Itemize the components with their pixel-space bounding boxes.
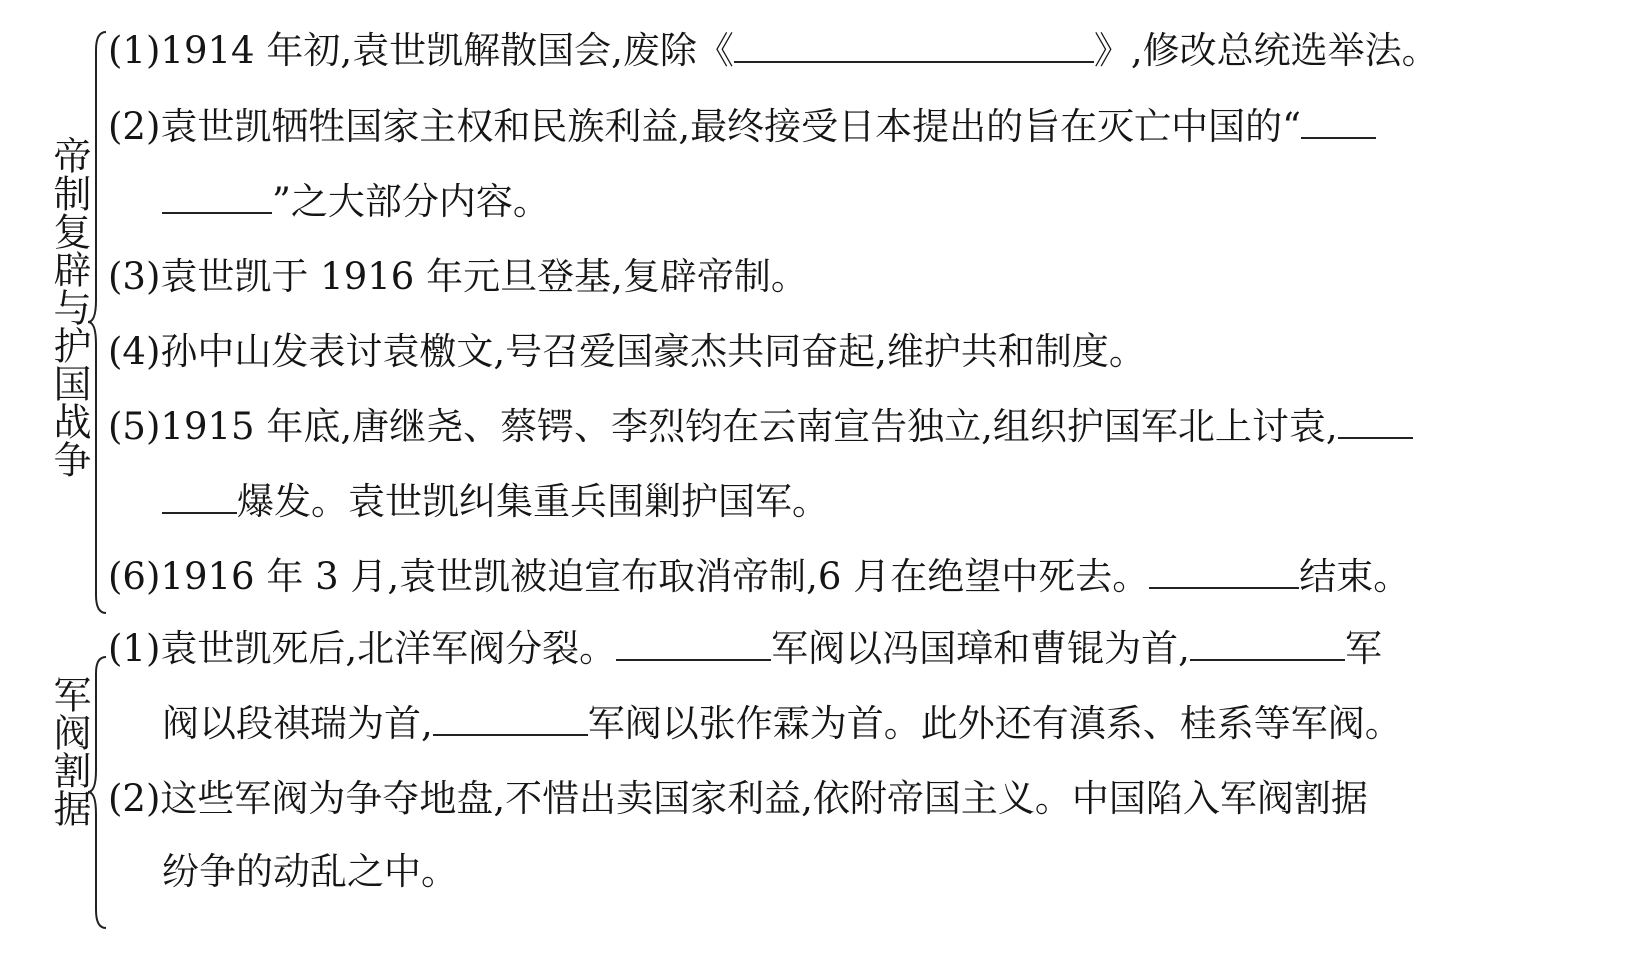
answer-blank[interactable] bbox=[162, 511, 237, 514]
item-5: (5)1915 年底,唐继尧、蔡锷、李烈钧在云南宣告独立,组织护国军北上讨袁, bbox=[108, 396, 1559, 450]
section-label: 帝制复辟与护国战争 bbox=[47, 136, 91, 478]
answer-blank[interactable] bbox=[1338, 436, 1413, 439]
section-warlord-separatism bbox=[0, 627, 1637, 935]
answer-blank[interactable] bbox=[1301, 136, 1376, 139]
answer-blank[interactable] bbox=[162, 211, 272, 214]
item-2-continued: 纷争的动乱之中。 bbox=[162, 850, 458, 893]
answer-blank[interactable] bbox=[433, 733, 588, 736]
answer-blank[interactable] bbox=[1149, 586, 1299, 589]
answer-blank[interactable] bbox=[1190, 658, 1345, 661]
item-2: (2)这些军阀为争夺地盘,不惜出卖国家利益,依附帝国主义。中国陷入军阀割据 bbox=[108, 777, 1368, 820]
item-6: (6)1916 年 3 月,袁世凯被迫宣布取消帝制,6 月在绝望中死去。 结束。 bbox=[108, 555, 1411, 598]
item-1: (1)1914 年初,袁世凯解散国会,废除《 》,修改总统选举法。 bbox=[108, 29, 1439, 72]
item-1-continued: 阀以段祺瑞为首, 军阀以张作霖为首。此外还有滇系、桂系等军阀。 bbox=[162, 702, 1402, 745]
item-5-continued: 爆发。袁世凯纠集重兵围剿护国军。 bbox=[162, 471, 1559, 525]
item-4: (4)孙中山发表讨袁檄文,号召爱国豪杰共同奋起,维护共和制度。 bbox=[108, 330, 1146, 373]
answer-blank[interactable] bbox=[616, 658, 771, 661]
section-label: 军阀割据 bbox=[47, 675, 91, 827]
item-2: (2)袁世凯牺牲国家主权和民族利益,最终接受日本提出的旨在灭亡中国的“ bbox=[108, 96, 1559, 150]
answer-blank[interactable] bbox=[734, 60, 1094, 63]
item-2-continued: ”之大部分内容。 bbox=[162, 171, 1559, 225]
item-3: (3)袁世凯于 1916 年元旦登基,复辟帝制。 bbox=[108, 255, 808, 298]
item-1: (1)袁世凯死后,北洋军阀分裂。 军阀以冯国璋和曹锟为首, 军 bbox=[108, 627, 1382, 670]
